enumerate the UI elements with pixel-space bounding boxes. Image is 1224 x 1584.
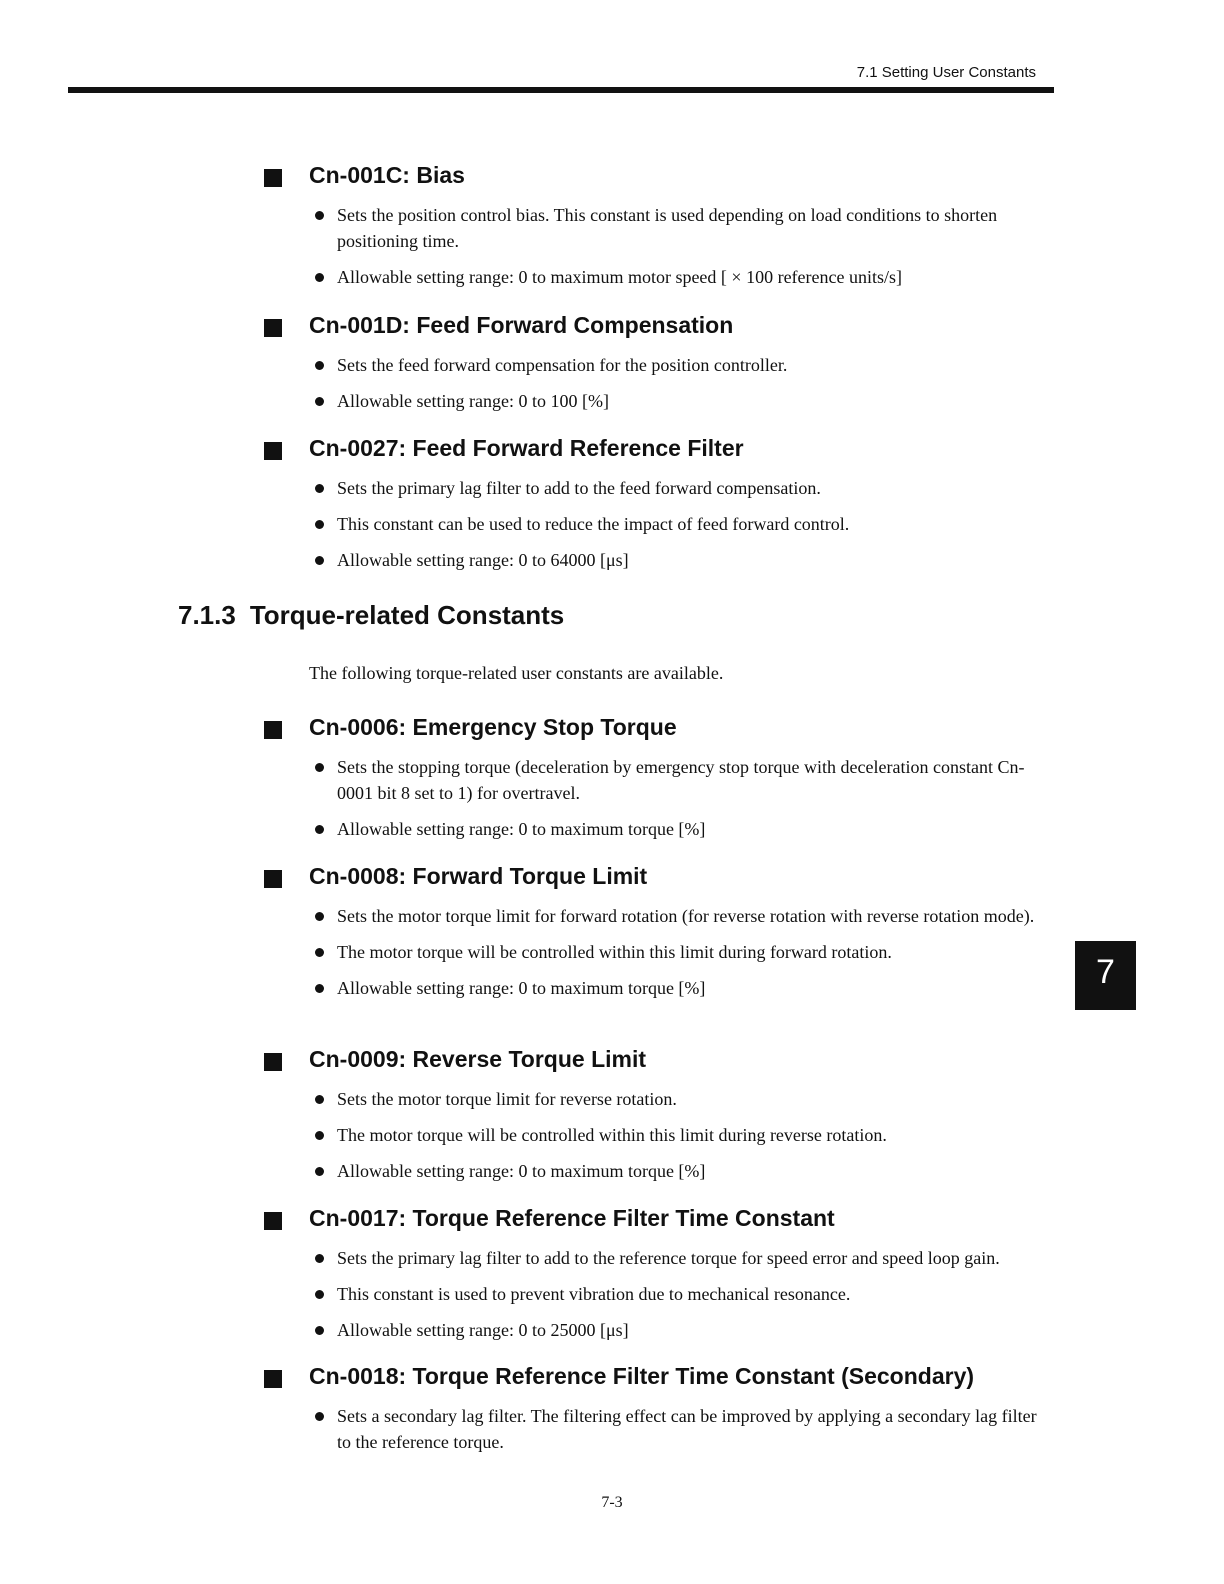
square-bullet-icon xyxy=(264,1370,282,1388)
list-item xyxy=(337,511,1049,537)
list-item-text: Sets the stopping torque (deceleration by emergency stop torque with deceleration constant Cn-0001 bit 8 set to 1) for overtravel. xyxy=(337,757,1025,803)
list-item-text: Allowable setting range: 0 to maximum torque [%] xyxy=(337,978,706,998)
list-item xyxy=(337,547,1049,573)
constant-entry-cn-0009 xyxy=(264,1046,1064,1184)
constant-heading xyxy=(264,863,1064,893)
constant-entry-cn-0027 xyxy=(264,435,1064,573)
list-item xyxy=(337,903,1049,929)
list-item xyxy=(337,1403,1049,1455)
constant-heading xyxy=(264,312,1064,342)
bullet-dot-icon xyxy=(315,763,324,772)
list-item-text: The motor torque will be controlled within this limit during forward rotation. xyxy=(337,942,892,962)
header-section-label: 7.1 Setting User Constants xyxy=(856,64,1036,81)
bullet-dot-icon xyxy=(315,1254,324,1263)
bullet-dot-icon xyxy=(315,397,324,406)
bullet-dot-icon xyxy=(315,1412,324,1421)
constant-heading xyxy=(264,435,1064,465)
list-item-text: Allowable setting range: 0 to maximum torque [%] xyxy=(337,1161,706,1181)
list-item xyxy=(337,202,1049,254)
list-item-text: Sets the primary lag filter to add to the reference torque for speed error and speed loop gain. xyxy=(337,1248,1000,1268)
list-item-text: Allowable setting range: 0 to 25000 [μs] xyxy=(337,1320,629,1340)
constant-heading xyxy=(264,162,1064,192)
list-item-text: Allowable setting range: 0 to 100 [%] xyxy=(337,391,609,411)
square-bullet-icon xyxy=(264,721,282,739)
bullet-list xyxy=(264,1245,1064,1343)
bullet-dot-icon xyxy=(315,361,324,370)
bullet-list xyxy=(264,202,1064,290)
bullet-dot-icon xyxy=(315,1095,324,1104)
bullet-dot-icon xyxy=(315,948,324,957)
list-item-text: Sets the motor torque limit for reverse rotation. xyxy=(337,1089,677,1109)
header-rule xyxy=(68,87,1054,93)
list-item xyxy=(337,1245,1049,1271)
square-bullet-icon xyxy=(264,1212,282,1230)
list-item-text: Sets a secondary lag filter. The filtering effect can be improved by applying a secondary lag filter to the reference torque. xyxy=(337,1406,1037,1452)
constant-title: Cn-0018: Torque Reference Filter Time Constant (Secondary) xyxy=(309,1363,975,1389)
section-heading xyxy=(178,600,564,631)
constant-heading xyxy=(264,1363,1064,1393)
list-item xyxy=(337,939,1049,965)
list-item-text: Sets the primary lag filter to add to the feed forward compensation. xyxy=(337,478,821,498)
constant-heading xyxy=(264,1046,1064,1076)
page-header xyxy=(0,62,1224,102)
list-item-text: The motor torque will be controlled within this limit during reverse rotation. xyxy=(337,1125,887,1145)
bullet-list xyxy=(264,903,1064,1001)
chapter-tab: 7 xyxy=(1075,941,1136,1010)
square-bullet-icon xyxy=(264,870,282,888)
bullet-dot-icon xyxy=(315,556,324,565)
list-item xyxy=(337,1317,1049,1343)
list-item-text: Sets the motor torque limit for forward rotation (for reverse rotation with reverse rotation mode). xyxy=(337,906,1035,926)
bullet-dot-icon xyxy=(315,1290,324,1299)
constant-title: Cn-001C: Bias xyxy=(309,162,465,188)
constant-entry-cn-0017 xyxy=(264,1205,1064,1343)
list-item-text: Sets the feed forward compensation for the position controller. xyxy=(337,355,788,375)
list-item xyxy=(337,1086,1049,1112)
bullet-list xyxy=(264,1403,1064,1455)
list-item xyxy=(337,352,1049,378)
bullet-dot-icon xyxy=(315,1131,324,1140)
bullet-dot-icon xyxy=(315,825,324,834)
list-item-text: This constant is used to prevent vibration due to mechanical resonance. xyxy=(337,1284,851,1304)
list-item xyxy=(337,1122,1049,1148)
section-intro: The following torque-related user constants are available. xyxy=(309,663,724,683)
square-bullet-icon xyxy=(264,169,282,187)
list-item xyxy=(337,975,1049,1001)
list-item xyxy=(337,754,1049,806)
constant-entry-cn-0008 xyxy=(264,863,1064,1001)
bullet-list xyxy=(264,475,1064,573)
bullet-dot-icon xyxy=(315,520,324,529)
list-item xyxy=(337,264,1049,290)
section-number: 7.1.3 xyxy=(178,600,236,630)
constant-title: Cn-0009: Reverse Torque Limit xyxy=(309,1046,647,1072)
bullet-dot-icon xyxy=(315,211,324,220)
list-item-text: Sets the position control bias. This constant is used depending on load conditions to shorten positioning time. xyxy=(337,205,998,251)
bullet-list xyxy=(264,1086,1064,1184)
constant-title: Cn-0017: Torque Reference Filter Time Constant xyxy=(309,1205,835,1231)
list-item xyxy=(337,475,1049,501)
bullet-list xyxy=(264,754,1064,842)
constant-entry-cn-0018 xyxy=(264,1363,1064,1455)
list-item xyxy=(337,1281,1049,1307)
list-item xyxy=(337,816,1049,842)
constant-heading xyxy=(264,714,1064,744)
list-item xyxy=(337,388,1049,414)
bullet-dot-icon xyxy=(315,1326,324,1335)
list-item-text: Allowable setting range: 0 to 64000 [μs] xyxy=(337,550,629,570)
section-title: Torque-related Constants xyxy=(249,600,565,630)
list-item-text: This constant can be used to reduce the impact of feed forward control. xyxy=(337,514,850,534)
square-bullet-icon xyxy=(264,1053,282,1071)
list-item-text: Allowable setting range: 0 to maximum motor speed [ × 100 reference units/s] xyxy=(337,267,903,287)
bullet-dot-icon xyxy=(315,984,324,993)
list-item-text: Allowable setting range: 0 to maximum torque [%] xyxy=(337,819,706,839)
constant-entry-cn-0006 xyxy=(264,714,1064,842)
constant-title: Cn-0027: Feed Forward Reference Filter xyxy=(309,435,744,461)
bullet-dot-icon xyxy=(315,273,324,282)
bullet-dot-icon xyxy=(315,1167,324,1176)
constant-title: Cn-0008: Forward Torque Limit xyxy=(309,863,648,889)
constant-heading xyxy=(264,1205,1064,1235)
constant-entry-cn-001d xyxy=(264,312,1064,414)
constant-title: Cn-001D: Feed Forward Compensation xyxy=(309,312,734,338)
page-number: 7-3 xyxy=(601,1494,623,1511)
square-bullet-icon xyxy=(264,319,282,337)
bullet-list xyxy=(264,352,1064,414)
square-bullet-icon xyxy=(264,442,282,460)
bullet-dot-icon xyxy=(315,912,324,921)
constant-entry-cn-001c xyxy=(264,162,1064,290)
list-item xyxy=(337,1158,1049,1184)
bullet-dot-icon xyxy=(315,484,324,493)
constant-title: Cn-0006: Emergency Stop Torque xyxy=(309,714,677,740)
